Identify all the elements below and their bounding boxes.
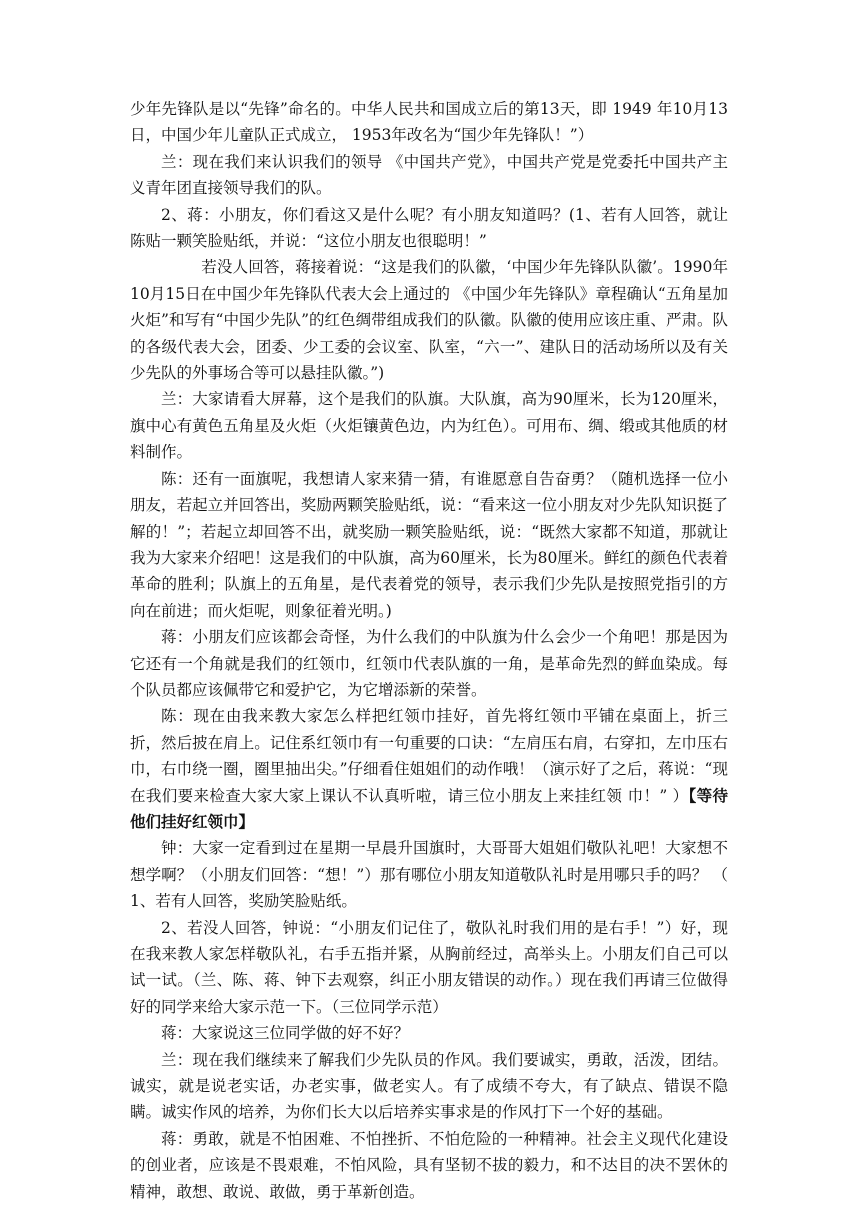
paragraph-10: 2、若没人回答，钟说：“小朋友们记住了，敬队礼时我们用的是右手！”）好，现在我来教人家怎样敬队礼，右手五指并紧，从胸前经过，高举头上。小朋友们自己可以试一试。（兰、陈、蒋、钟下去观察，纠正小朋友错误的动作。）现在我们再请三位做得好的同学来给大家示范一下。（三位同学示范） — [130, 918, 728, 1016]
paragraph-13: 蒋：勇敢，就是不怕困难、不怕挫折、不怕危险的一种精神。社会主义现代化建设的创业者，应该是不畏艰难，不怕风险，具有坚韧不拔的毅力，和不达目的决不罢休的精神，敢想、敢说、敢做，勇于革新创造。 — [130, 1129, 728, 1201]
paragraph-4: 若没人回答，蒋接着说：“这是我们的队徽，‘中国少年先锋队队徽’。1990年10月15日在中国少年先锋队代表大会上通过的 《中国少年先锋队》章程确认“五角星加火炬”和写有“中国少先队”的红色绸带组成我们的队徽。队徽的使用应该庄重、严肃。队的各级代表大会，团委、少工委的会议室、队室，“六一”、建队日的活动场所以及有关少先队的外事场合等可以悬挂队徽。”) — [130, 258, 728, 383]
paragraph-12: 兰：现在我们继续来了解我们少先队员的作风。我们要诚实，勇敢，活泼，团结。诚实，就是说老实话，办老实事，做老实人。有了成绩不夸大，有了缺点、错误不隐瞒。诚实作风的培养，为你们长大以后培养实事求是的作风打下一个好的基础。 — [130, 1050, 728, 1122]
paragraph-8-text: 陈：现在由我来教大家怎么样把红领巾挂好，首先将红领巾平铺在桌面上，折三折，然后披在肩上。记住系红领巾有一句重要的口诀：“左肩压右肩，右穿扣，左巾压右巾，右巾绕一圈，圈里抽出尖。”仔细看住姐姐们的动作哦！（演示好了之后，蒋说：“现在我们要来检查大家大家上课认不认真听啦，请三位小朋友上来挂红领 巾！” ） — [130, 707, 728, 805]
paragraph-11: 蒋：大家说这三位同学做的好不好？ — [161, 1024, 410, 1043]
paragraph-1: 少年先锋队是以“先锋”命名的。中华人民共和国成立后的第13天，即 1949 年10月13日，中国少年儿童队正式成立， 1953年改名为“国少年先锋队！”） — [130, 100, 728, 145]
document-page — [130, 96, 728, 1205]
bold-note: 【等待他们挂好红领巾】 — [130, 785, 728, 831]
paragraph-9: 钟：大家一定看到过在星期一早晨升国旗时，大哥哥大姐姐们敬队礼吧！大家想不想学啊？（小朋友们回答：“想！”）那有哪位小朋友知道敬队礼时是用哪只手的吗？ （ 1、若有人回答，奖励笑脸贴纸。 — [130, 839, 728, 911]
paragraph-5: 兰：大家请看大屏幕，这个是我们的队旗。大队旗，高为90厘米，长为120厘米，旗中心有黄色五角星及火炬（火炬镶黄色边，内为红色）。可用布、绸、缎或其他质的材料制作。 — [130, 390, 728, 462]
paragraph-8 — [130, 703, 728, 835]
paragraph-3: 2、蒋：小朋友，你们看这又是什么呢？有小朋友知道吗？(1、若有人回答，就让陈贴一颗笑脸贴纸，并说：“这位小朋友也很聪明！” — [130, 205, 728, 251]
paragraph-7: 蒋：小朋友们应该都会奇怪，为什么我们的中队旗为什么会少一个角吧！那是因为它还有一个角就是我们的红领巾，红领巾代表队旗的一角，是革命先烈的鲜血染成。每个队员都应该佩带它和爱护它，为它增添新的荣誉。 — [130, 628, 728, 699]
paragraph-2: 兰：现在我们来认识我们的领导 《中国共产党》，中国共产党是党委托中国共产主义青年团直接领导我们的队。 — [130, 152, 728, 198]
paragraph-6: 陈：还有一面旗呢，我想请人家来猜一猜，有谁愿意自告奋勇？（随机选择一位小朋友，若起立并回答出，奖励两颗笑脸贴纸，说：“看来这一位小朋友对少先队知识挺了解的！”；若起立却回答不出，就奖励一颗笑脸贴纸，说：“既然大家都不知道，那就让我为大家来介绍吧！这是我们的中队旗，高为60厘米，长为80厘米。鲜红的颜色代表着革命的胜利；队旗上的五角星，是代表着党的领导，表示我们少先队是按照党指引的方向在前进；而火炬呢，则象征着光明。) — [130, 469, 728, 620]
